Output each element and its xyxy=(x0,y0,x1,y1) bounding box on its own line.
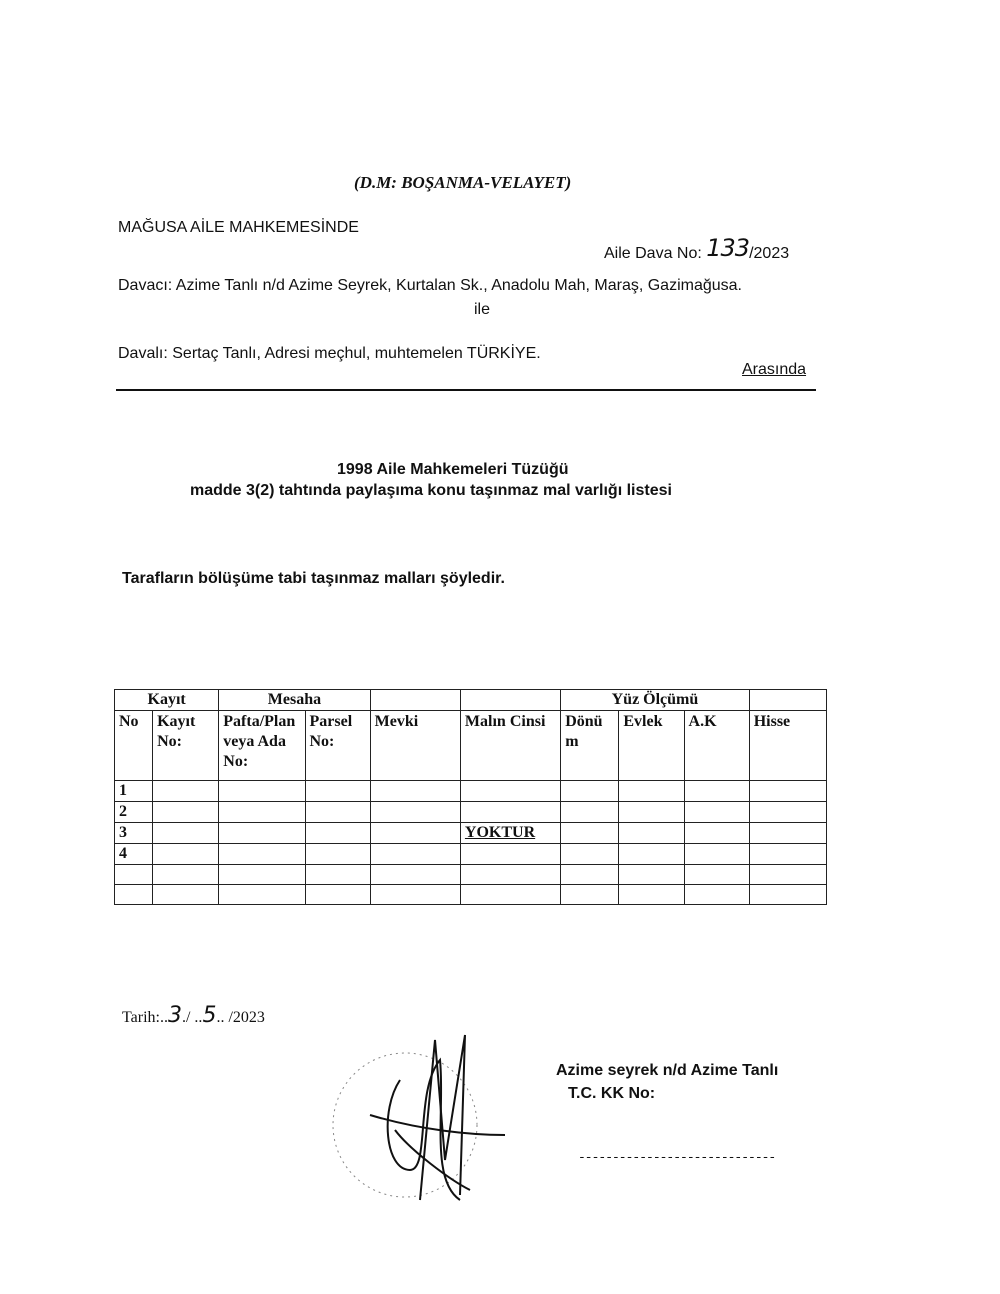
col-mevki: Mevki xyxy=(370,711,460,781)
signature-stamp-icon xyxy=(310,1020,520,1230)
case-type-heading: (D.M: BOŞANMA-VELAYET) xyxy=(354,173,572,192)
col-no: No xyxy=(115,711,153,781)
col-evlek: Evlek xyxy=(619,711,684,781)
col-hisse: Hisse xyxy=(749,711,826,781)
group-empty xyxy=(749,690,826,711)
col-malin-cinsi: Malın Cinsi xyxy=(460,711,560,781)
row-no xyxy=(115,865,153,885)
row-no: 2 xyxy=(115,802,153,823)
table-row xyxy=(115,885,827,905)
group-yuz-olcumu: Yüz Ölçümü xyxy=(561,690,750,711)
case-number-handwritten: 133 xyxy=(706,234,750,262)
row-malin-cinsi: YOKTUR xyxy=(460,823,560,844)
row-malin-cinsi xyxy=(460,885,560,905)
col-ak: A.K xyxy=(684,711,749,781)
row-no: 1 xyxy=(115,781,153,802)
case-number-label: Aile Dava No: xyxy=(604,245,707,262)
conjunction: ile xyxy=(474,301,491,318)
id-number-label: T.C. KK No: xyxy=(568,1085,656,1102)
group-empty xyxy=(460,690,560,711)
row-malin-cinsi xyxy=(460,865,560,885)
table-row xyxy=(115,802,827,823)
date-year: /2023 xyxy=(228,1009,265,1026)
regulation-subtitle: madde 3(2) tahtında paylaşıma konu taşınmaz mal varlığı listesi xyxy=(190,482,672,499)
header-divider xyxy=(116,389,816,391)
case-number xyxy=(604,234,789,263)
court-name: MAĞUSA AİLE MAHKEMESİNDE xyxy=(118,219,359,236)
table-row xyxy=(115,781,827,802)
signature-line: ----------------------------- xyxy=(578,1150,776,1165)
date-label: Tarih: xyxy=(122,1009,160,1026)
case-number-year: /2023 xyxy=(749,245,790,262)
col-pafta: Pafta/Plan veya Ada No: xyxy=(219,711,305,781)
row-no xyxy=(115,885,153,905)
row-no: 4 xyxy=(115,844,153,865)
defendant-line: Davalı: Sertaç Tanlı, Adresi meçhul, muhtemelen TÜRKİYE. xyxy=(118,345,541,362)
row-no: 3 xyxy=(115,823,153,844)
regulation-title: 1998 Aile Mahkemeleri Tüzüğü xyxy=(337,461,569,478)
row-malin-cinsi xyxy=(460,844,560,865)
col-donum: Dönüm xyxy=(561,711,619,781)
signer-name: Azime seyrek n/d Azime Tanlı xyxy=(556,1062,779,1079)
row-malin-cinsi xyxy=(460,802,560,823)
col-kayit-no: Kayıt No: xyxy=(153,711,219,781)
group-mesaha: Mesaha xyxy=(219,690,370,711)
group-kayit: Kayıt xyxy=(115,690,219,711)
table-row xyxy=(115,844,827,865)
date-month: 5 xyxy=(202,1003,217,1028)
row-malin-cinsi xyxy=(460,781,560,802)
property-table xyxy=(114,689,827,905)
date-line: Tarih:..3./ ..5.. /2023 xyxy=(122,1003,265,1028)
table-row xyxy=(115,823,827,844)
col-parsel: Parsel No: xyxy=(305,711,370,781)
table-row xyxy=(115,865,827,885)
intro-sentence: Tarafların bölüşüme tabi taşınmaz malları şöyledir. xyxy=(122,570,505,587)
plaintiff-line: Davacı: Azime Tanlı n/d Azime Seyrek, Kurtalan Sk., Anadolu Mah, Maraş, Gazimağusa. xyxy=(118,277,742,294)
table-header-row xyxy=(115,711,827,781)
date-day: 3 xyxy=(167,1003,182,1028)
group-empty xyxy=(370,690,460,711)
between-label: Arasında xyxy=(742,361,807,378)
table-group-header-row xyxy=(115,690,827,711)
